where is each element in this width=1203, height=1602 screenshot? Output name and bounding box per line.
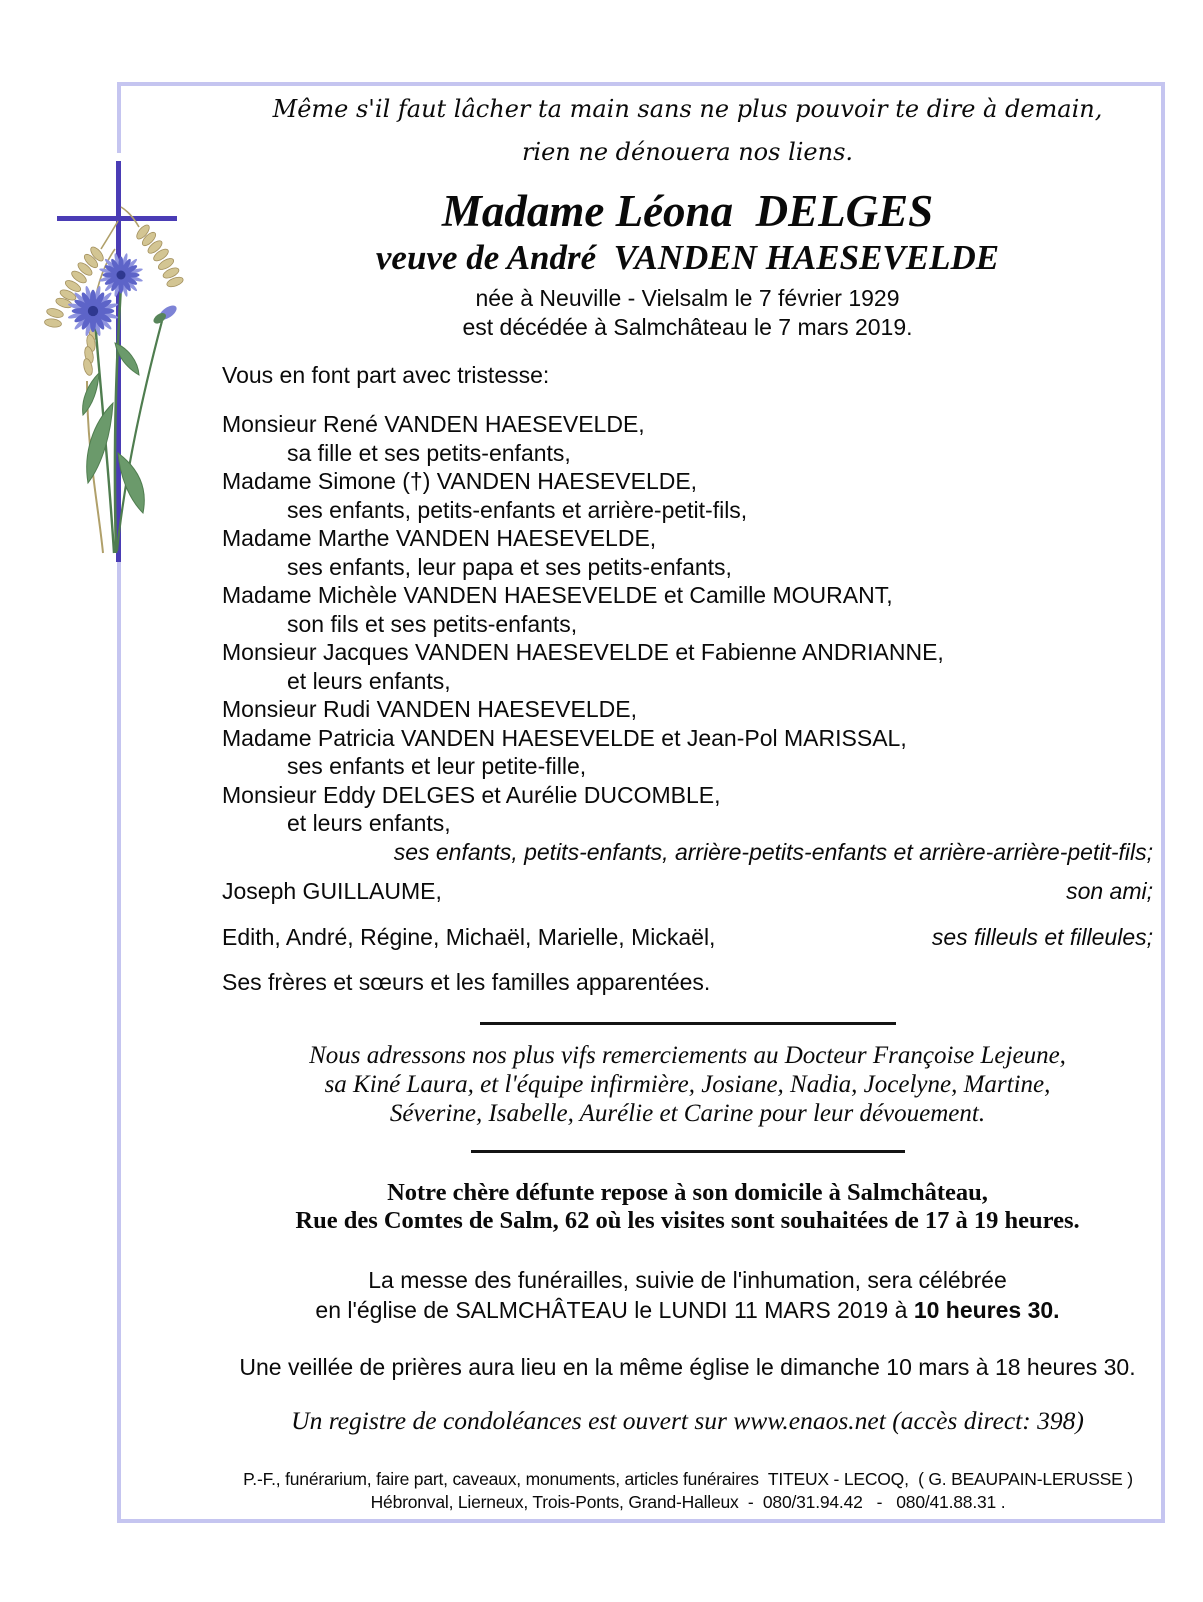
epigraph [222, 88, 1153, 174]
mourner-name: Edith, André, Régine, Michaël, Marielle, Mickaël, [222, 924, 716, 950]
vigil-line: Une veillée de prières aura lieu en la même église le dimanche 10 mars à 18 heures 30. [239, 1354, 1136, 1380]
birth-line: née à Neuville - Vielsalm le 7 février 1929 [475, 285, 900, 311]
birth-death-block [222, 284, 1153, 342]
mourner-name: Ses frères et sœurs et les familles apparentées. [222, 969, 711, 995]
footer-line-1: P.-F., funérarium, faire part, caveaux, monuments, articles funéraires TITEUX - LECOQ, ( G. BEAUPAIN-LERUSSE ) [243, 1469, 1133, 1489]
epigraph-line-1: Même s'il faut lâcher ta main sans ne plus pouvoir te dire à demain, [272, 95, 1103, 123]
family-member-line: Monsieur Rudi VANDEN HAESEVELDE, [222, 696, 637, 722]
family-member-line: Madame Michèle VANDEN HAESEVELDE et Camille MOURANT, [222, 582, 893, 608]
footer-line-2: Hébronval, Lierneux, Trois-Ponts, Grand-Halleux - 080/31.94.42 - 080/41.88.31 . [370, 1492, 1006, 1512]
family-relation-line: sa fille et ses petits-enfants, [287, 439, 571, 466]
section-divider [471, 1150, 905, 1153]
mourner-row-friend [222, 876, 1153, 906]
deceased-widow-of: veuve de André VANDEN HAESEVELDE [375, 238, 1000, 277]
mourner-relation: son ami; [1066, 878, 1153, 904]
family-member-line: Monsieur René VANDEN HAESEVELDE, [222, 411, 645, 437]
lavender-frame-border [117, 82, 1165, 1523]
mourner-row-siblings [222, 967, 1153, 997]
mourner-relation: ses filleuls et filleules; [931, 924, 1153, 950]
family-member-line: Madame Patricia VANDEN HAESEVELDE et Jean-Pol MARISSAL, [222, 724, 907, 751]
mourner-row-godchildren [222, 922, 1153, 952]
family-relation-line: et leurs enfants, [287, 667, 451, 694]
funeral-block [222, 1265, 1153, 1325]
death-line: est décédée à Salmchâteau le 7 mars 2019. [462, 314, 913, 340]
family-relation-line: ses enfants et leur petite-fille, [287, 753, 587, 779]
family-member-line: Monsieur Jacques VANDEN HAESEVELDE et Fabienne ANDRIANNE, [222, 639, 944, 665]
repose-line-2: Rue des Comtes de Salm, 62 où les visites sont souhaitées de 17 à 19 heures. [295, 1207, 1080, 1234]
thanks-line-3: Séverine, Isabelle, Aurélie et Carine pour leur dévouement. [389, 1100, 986, 1127]
family-member-line: Madame Marthe VANDEN HAESEVELDE, [222, 525, 657, 551]
funeral-time-bold: 10 heures 30. [913, 1297, 1060, 1323]
family-list [222, 410, 1153, 838]
announcement-intro: Vous en font part avec tristesse: [222, 362, 550, 388]
repose-block [222, 1179, 1153, 1235]
funeral-line-2-text: en l'église de SALMCHÂTEAU le LUNDI 11 MARS 2019 à [315, 1297, 914, 1323]
funeral-home-footer [215, 1468, 1161, 1514]
deceased-name: Madame Léona DELGES [441, 186, 934, 236]
thanks-line-2: sa Kiné Laura, et l'équipe infirmière, Josiane, Nadia, Jocelyne, Martine, [324, 1071, 1051, 1098]
family-member-line: Monsieur Eddy DELGES et Aurélie DUCOMBLE, [222, 781, 721, 808]
family-relation-line: ses enfants, petits-enfants et arrière-petit-fils, [287, 496, 748, 523]
funeral-line-1: La messe des funérailles, suivie de l'inhumation, sera célébrée [368, 1267, 1007, 1293]
mourner-name: Joseph GUILLAUME, [222, 878, 442, 904]
section-divider [480, 1022, 896, 1025]
relations-summary-line: ses enfants, petits-enfants, arrière-petits-enfants et arrière-arrière-petit-fils; [393, 838, 1153, 865]
funeral-line-2 [222, 1295, 1153, 1325]
thanks-block [222, 1041, 1153, 1128]
family-relation-line: et leurs enfants, [287, 810, 451, 836]
family-relation-line: son fils et ses petits-enfants, [287, 610, 578, 637]
register-line: Un registre de condoléances est ouvert sur www.enaos.net (accès direct: 398) [291, 1406, 1084, 1435]
memorial-artwork [43, 153, 197, 562]
epigraph-line-2: rien ne dénouera nos liens. [521, 138, 854, 166]
thanks-line-1: Nous adressons nos plus vifs remerciements au Docteur Françoise Lejeune, [309, 1042, 1066, 1069]
family-member-line: Madame Simone (†) VANDEN HAESEVELDE, [222, 468, 698, 494]
repose-line-1: Notre chère défunte repose à son domicile à Salmchâteau, [387, 1179, 988, 1206]
family-relation-line: ses enfants, leur papa et ses petits-enfants, [287, 553, 732, 580]
